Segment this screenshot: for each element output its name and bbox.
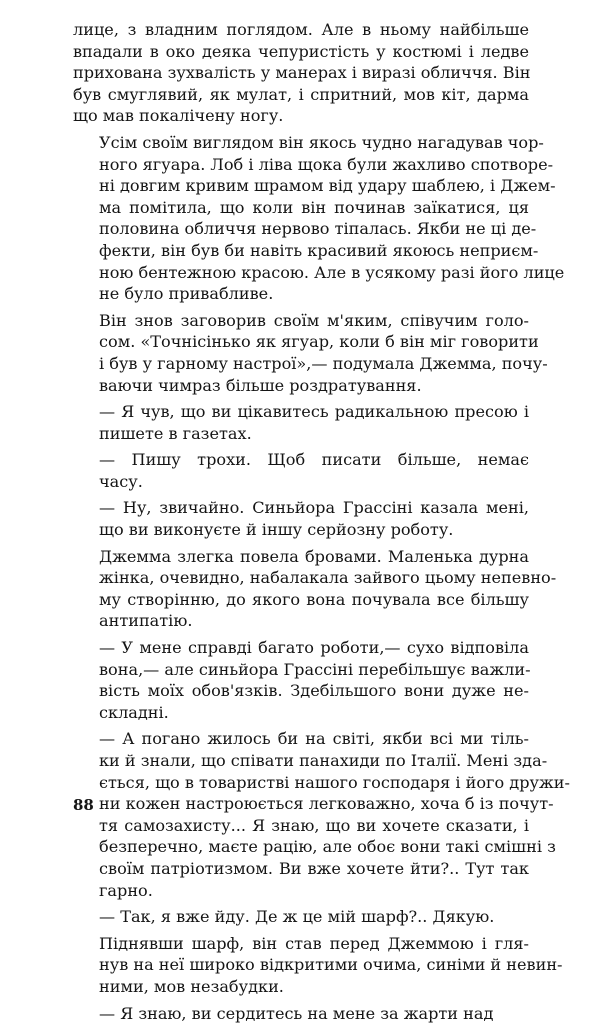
- text-line: половина обличчя нервово тіпалась. Якби не ці де-: [99, 219, 537, 239]
- text-line: складні.: [99, 702, 169, 722]
- text-line: своїм патріотизмом. Ви вже хочете йти?.. Тут так: [99, 858, 529, 878]
- text-line: Усім своїм виглядом він якось чудно нагадував чор-: [99, 132, 544, 152]
- paragraph: [73, 1003, 529, 1025]
- text-line: гарно.: [99, 880, 153, 900]
- text-line: пишете в газетах.: [99, 423, 252, 443]
- text-line: сом. «Точнісінько як ягуар, коли б він міг говорити: [99, 332, 539, 352]
- text-line: Піднявши шарф, він став перед Джеммою і гля-: [99, 933, 529, 953]
- text-line: прихована зухвалість у манерах і виразі обличчя. Він: [73, 63, 531, 83]
- text-line: що ви виконуєте й іншу серйозну роботу.: [99, 520, 454, 540]
- paragraph: [73, 19, 529, 127]
- text-line: фекти, він був би навіть красивий якоюсь неприєм-: [99, 240, 539, 260]
- text-line: нув на неї широко відкритими очима, синіми й невин-: [99, 955, 563, 975]
- text-line: Джемма злегка повела бровами. Маленька дурна: [99, 546, 529, 566]
- paragraph: [73, 637, 529, 723]
- text-line: вість моїх обов'язків. Здебільшого вони дуже не-: [99, 681, 529, 701]
- paragraph: [73, 449, 529, 492]
- text-line: — Так, я вже йду. Де ж це мій шарф?.. Дякую.: [99, 907, 495, 927]
- text-line: антипатію.: [99, 611, 193, 631]
- text-line: Він знов заговорив своїм м'яким, співучим голо-: [99, 310, 529, 330]
- page-number: 88: [73, 796, 94, 814]
- text-line: часу.: [99, 471, 143, 491]
- text-line: був смуглявий, як мулат, і спритний, мов кіт, дарма: [73, 84, 529, 104]
- text-line: тя самозахисту... Я знаю, що ви хочете сказати, і: [99, 815, 529, 835]
- paragraph: [73, 728, 570, 901]
- text-line: ма помітила, що коли він починав заїкатися, ця: [99, 197, 529, 217]
- paragraph: [73, 310, 548, 396]
- paragraph: [73, 933, 563, 998]
- text-line: — Ну, звичайно. Синьйора Грассіні казала мені,: [99, 498, 529, 518]
- text-line: лице, з владним поглядом. Але в ньому найбільше: [73, 20, 529, 39]
- text-line: безперечно, маєте рацію, але обоє вони такі смішні з: [99, 837, 556, 857]
- text-line: — Я знаю, ви сердитесь на мене за жарти над: [99, 1003, 494, 1023]
- paragraph: [73, 906, 529, 928]
- text-line: — А погано жилось би на світі, якби всі ми тіль-: [99, 729, 529, 749]
- text-line: — Я чув, що ви цікавитесь радикальною пресою і: [99, 402, 529, 422]
- text-line: ною бентежною красою. Але в усякому разі його лице: [99, 262, 565, 282]
- text-line: і був у гарному настрої»,— подумала Джемма, почу-: [99, 353, 548, 373]
- paragraph: [73, 497, 529, 540]
- text-line: му створінню, до якого вона почувала все більшу: [99, 589, 529, 609]
- text-line: ваючи чимраз більше роздратування.: [99, 375, 422, 395]
- text-line: вона,— але синьйора Грассіні перебільшує важли-: [99, 659, 531, 679]
- text-line: впадали в око деяка чепуристість у костюмі і ледве: [73, 41, 529, 61]
- text-line: ного ягуара. Лоб і ліва щока були жахливо спотворе-: [99, 154, 554, 174]
- text-line: не було привабливе.: [99, 284, 274, 304]
- text-line: ними, мов незабудки.: [99, 976, 284, 996]
- text-line: ється, що в товаристві нашого господаря і його дружи-: [99, 772, 570, 792]
- paragraph: [73, 546, 557, 632]
- body-text: [73, 19, 570, 1029]
- text-line: — Пишу трохи. Щоб писати більше, немає: [99, 450, 529, 470]
- text-line: ні довгим кривим шрамом від удару шаблею, і Джем-: [99, 176, 556, 196]
- text-line: — У мене справді багато роботи,— сухо відповіла: [99, 638, 529, 658]
- text-line: що мав покалічену ногу.: [73, 106, 284, 126]
- text-line: ки й знали, що співати панахиди по Італії. Мені зда-: [99, 751, 548, 770]
- text-line: ни кожен настроюється легковажно, хоча б із почут-: [99, 794, 554, 814]
- paragraph: [73, 401, 529, 444]
- text-line: жінка, очевидно, набалакала зайвого цьому непевно-: [99, 568, 557, 588]
- paragraph: [73, 132, 565, 305]
